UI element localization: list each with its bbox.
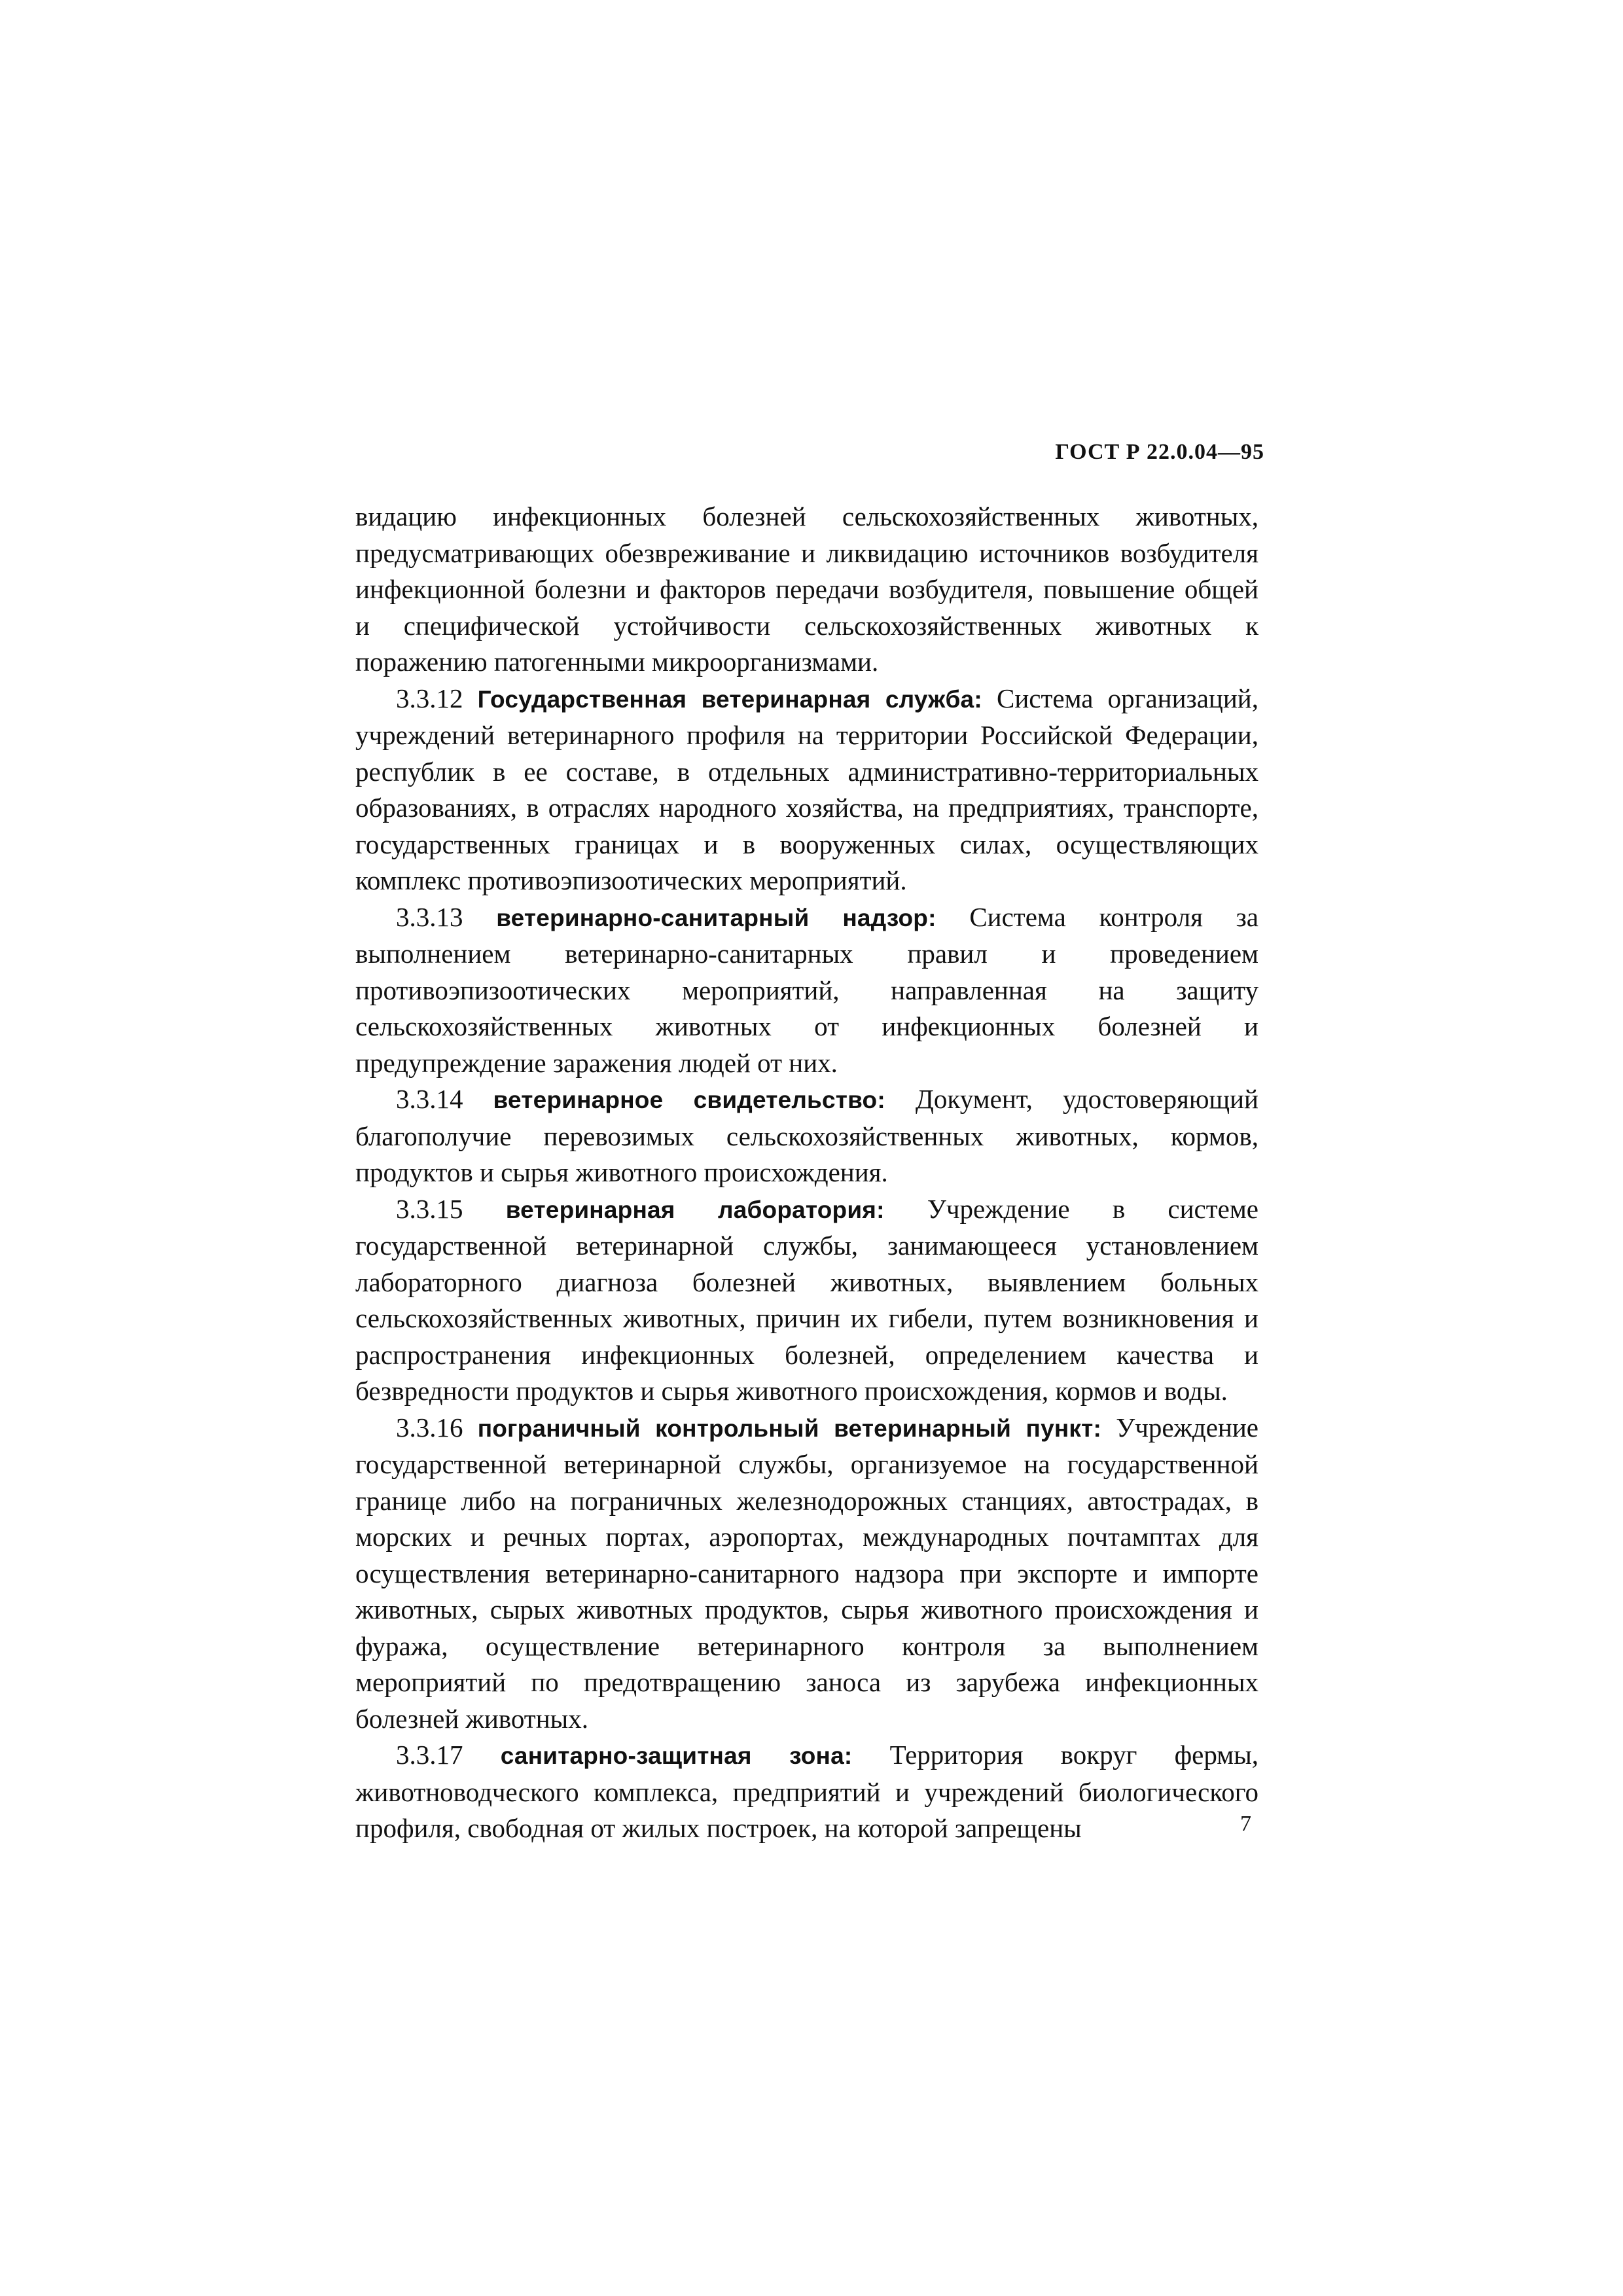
- definition-text: Система организаций, учреждений ветеринарного профиля на территории Российской Федерации, республик в ее составе, в отдельных административно-территориальных образованиях, в отраслях народного хозяйства, на предприятиях, транспорте, государственных границах и в вооруженных силах, осуществляющих комплекс противоэпизоотических мероприятий.: [355, 683, 1258, 895]
- definition-text: Учреждение в системе государственной ветеринарной службы, занимающееся установлением лабораторного диагноза болезней животных, выявлением больных сельскохозяйственных животных, причин их гибели, путем возникновения и распространения инфекционных болезней, определением качества и безвредности продуктов и сырья животного происхождения, кормов и воды.: [355, 1193, 1259, 1406]
- defined-term: ветеринарное свидетельство:: [493, 1086, 885, 1113]
- definition-text: Учреждение государственной ветеринарной службы, организуемое на государственной границе либо на пограничных железнодорожных станциях, автострадах, в морских и речных портах, аэропортах, международных почтамптах для осуществления ветеринарно-санитарного надзора при экспорте и импорте животных, сырых животных продуктов, сырья животного происхождения и фуража, осуществление ветеринарного контроля за выполнением мероприятий по предотвращению заноса из зарубежа инфекционных болезней животных.: [355, 1412, 1258, 1734]
- definition-3-3-16: [355, 1410, 1258, 1738]
- defined-term: ветеринарно-санитарный надзор:: [496, 904, 936, 931]
- definition-3-3-15: [355, 1191, 1258, 1410]
- defined-term: Государственная ветеринарная служба:: [477, 685, 982, 713]
- page-number: 7: [1240, 1812, 1251, 1836]
- paragraph-continuation: [355, 499, 1258, 681]
- definition-text: Система контроля за выполнением ветеринарно-санитарных правил и проведением противоэпизоотических мероприятий, направленная на защиту сельскохозяйственных животных от инфекционных болезней и предупреждение заражения людей от них.: [355, 901, 1258, 1078]
- clause-number: 3.3.13: [396, 901, 497, 932]
- clause-number: 3.3.15: [396, 1193, 506, 1224]
- document-header: ГОСТ Р 22.0.04—95: [1055, 440, 1264, 464]
- definition-3-3-13: [355, 899, 1258, 1082]
- body-text: [355, 499, 1258, 1847]
- defined-term: ветеринарная лаборатория:: [505, 1196, 885, 1223]
- definition-3-3-14: [355, 1081, 1258, 1191]
- clause-number: 3.3.16: [396, 1412, 478, 1443]
- defined-term: санитарно-защитная зона:: [500, 1742, 853, 1769]
- defined-term: пограничный контрольный ветеринарный пункт:: [477, 1414, 1101, 1442]
- clause-number: 3.3.14: [396, 1084, 493, 1114]
- definition-text: Документ, удостоверяющий благополучие перевозимых сельскохозяйственных животных, кормов, продуктов и сырья животного происхождения.: [355, 1084, 1258, 1187]
- paragraph-text: видацию инфекционных болезней сельскохозяйственных животных, предусматривающих обезвреживание и ликвидацию источников возбудителя инфекционной болезни и факторов передачи возбудителя, повышение общей и специфической устойчивости сельскохозяйственных животных к поражению патогенными микроорганизмами.: [355, 501, 1258, 677]
- definition-text: Территория вокруг фермы, животноводческого комплекса, предприятий и учреждений биологического профиля, свободная от жилых построек, на которой запрещены: [355, 1740, 1258, 1843]
- definition-3-3-12: [355, 681, 1258, 899]
- clause-number: 3.3.12: [396, 683, 478, 713]
- clause-number: 3.3.17: [396, 1740, 501, 1770]
- definition-3-3-17: [355, 1737, 1258, 1847]
